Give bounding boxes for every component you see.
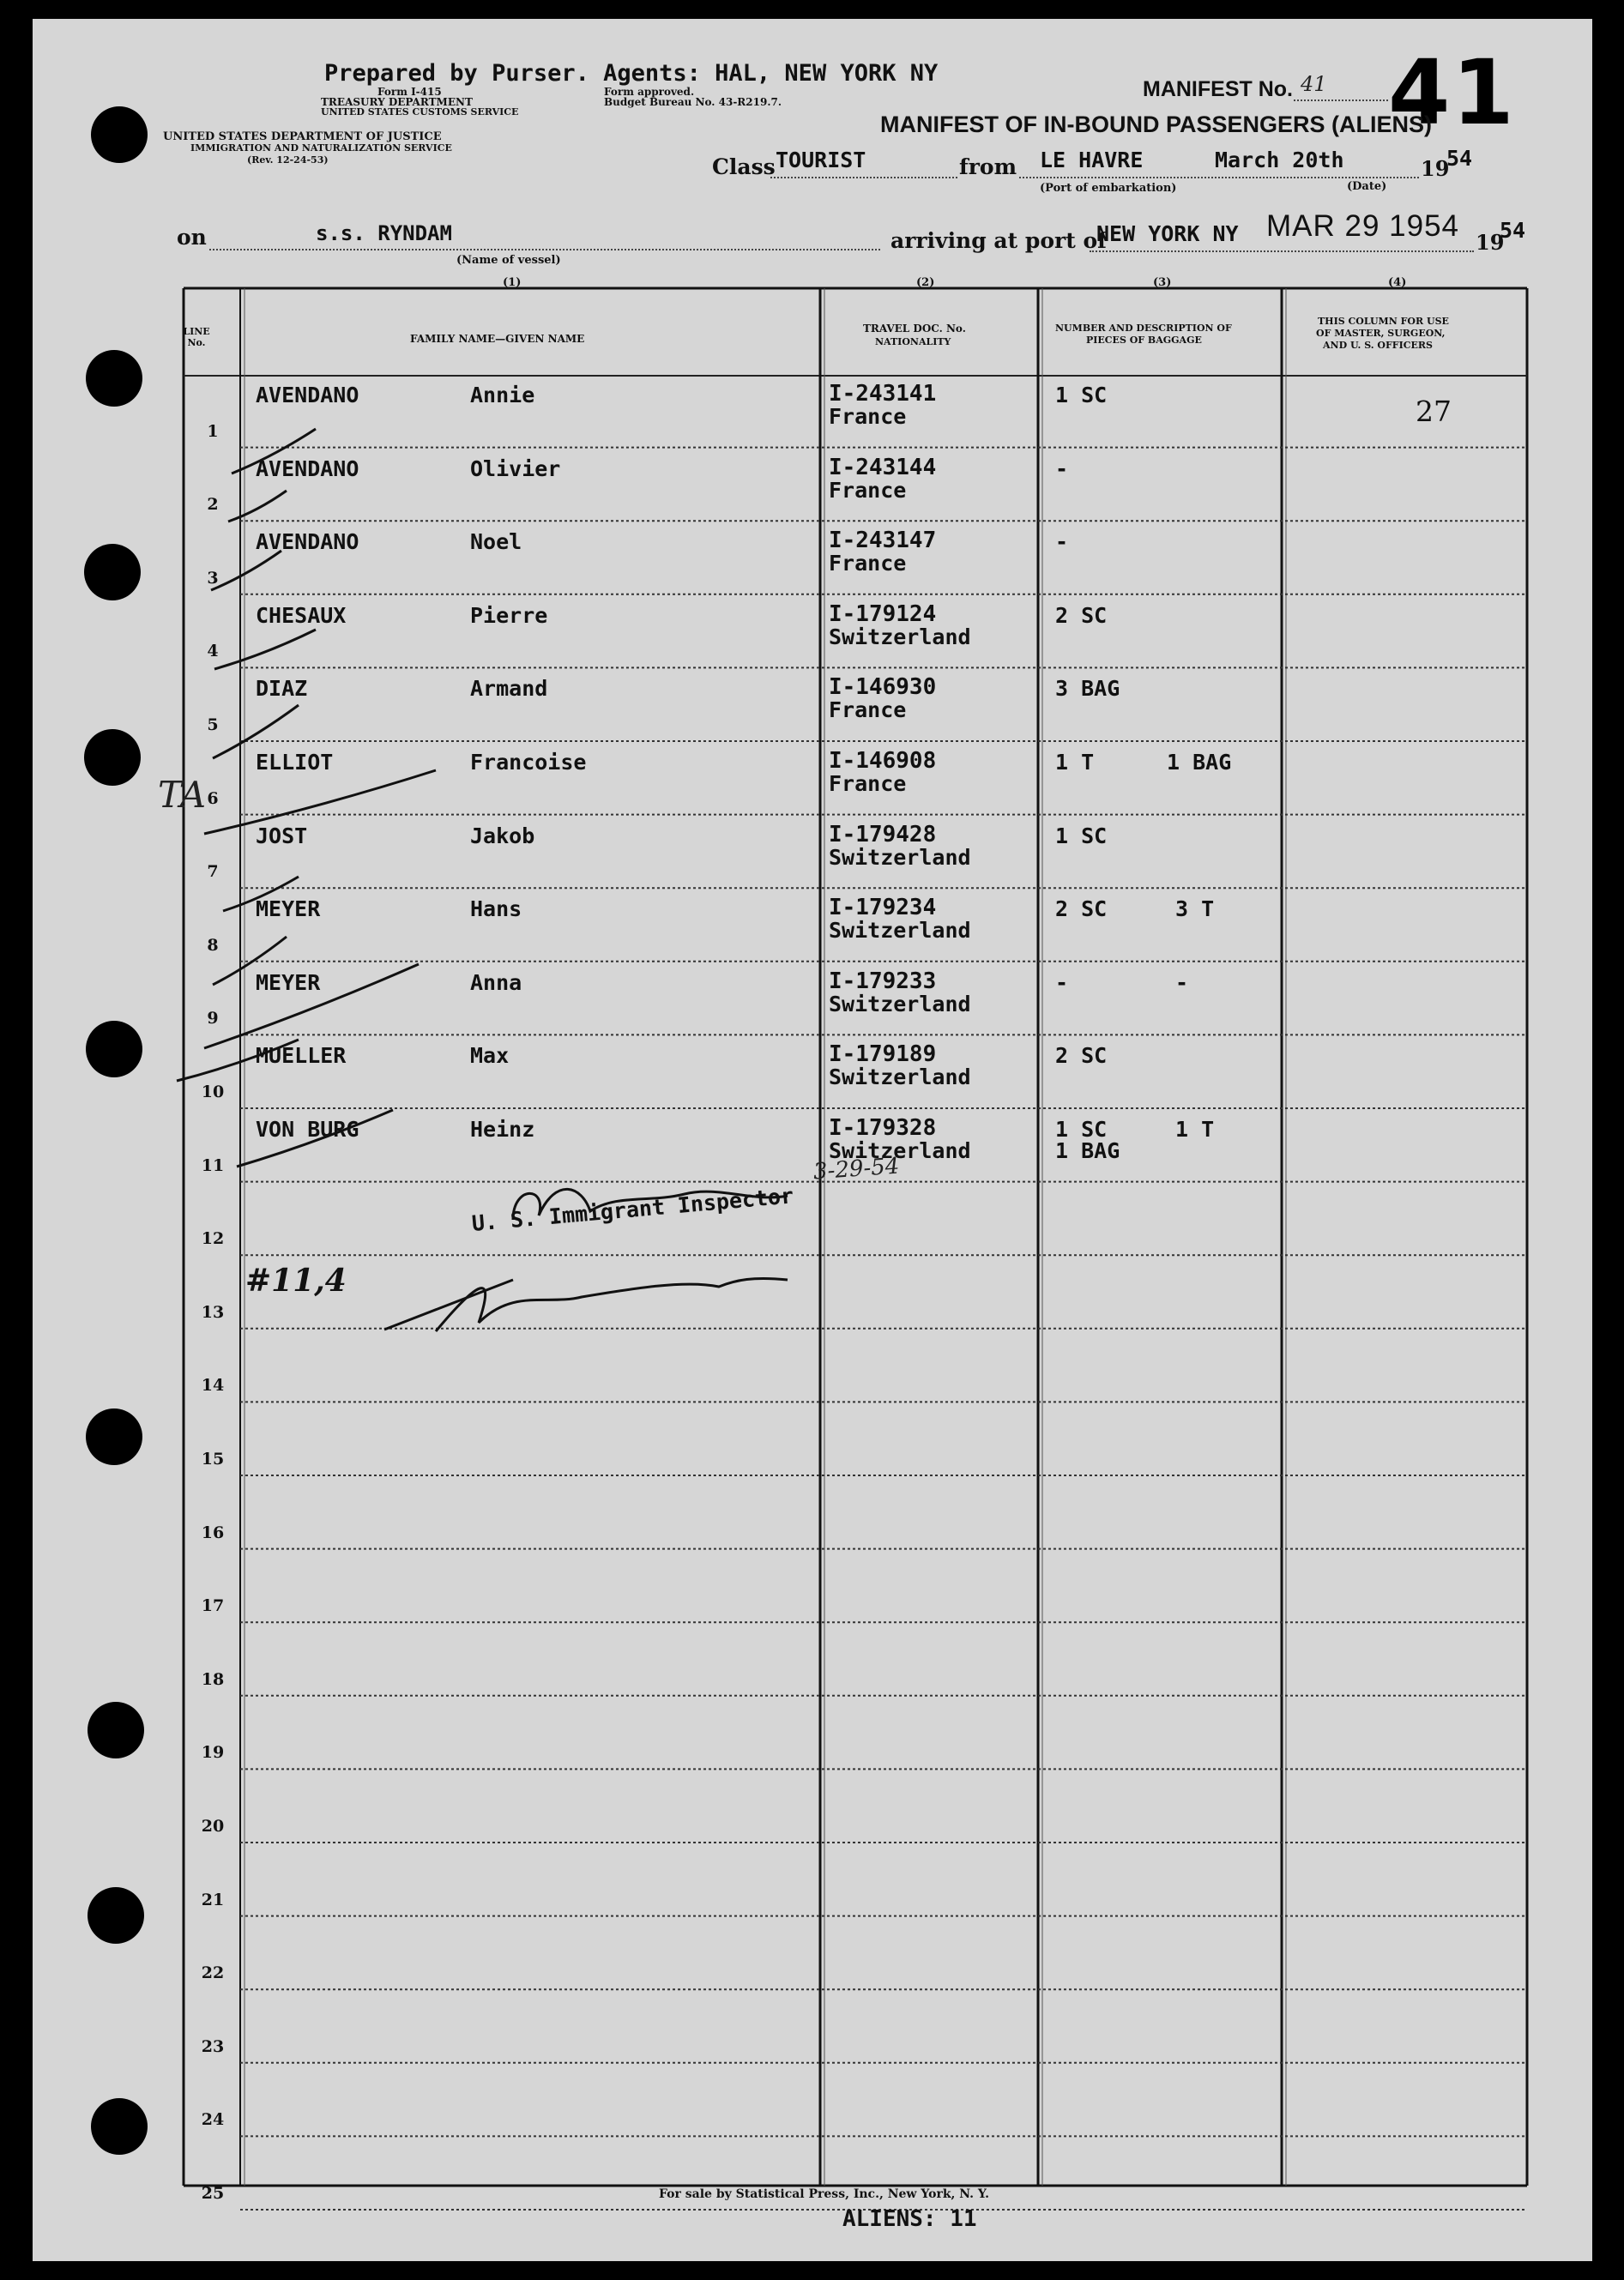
column-number-1: (1) [503, 276, 522, 289]
travel-doc-header: TRAVEL DOC. No. [863, 323, 966, 335]
family-name: JOST [256, 823, 308, 848]
nationality: France [829, 551, 907, 576]
line-number: 19 [201, 1743, 225, 1763]
travel-doc-number: I-243147 [829, 528, 937, 554]
nationality: Switzerland [829, 1065, 971, 1090]
given-name: Noel [470, 529, 522, 555]
baggage-desc: 1 BAG [1055, 1138, 1120, 1163]
baggage-desc: 2 SC [1055, 896, 1108, 922]
given-name: Olivier [470, 455, 561, 481]
nationality: Switzerland [829, 1138, 971, 1163]
baggage-desc: 1 SC [1055, 823, 1108, 848]
travel-doc-number: I-179234 [829, 895, 937, 921]
travel-doc-number: I-179233 [829, 968, 937, 994]
class-label: Class [712, 154, 776, 179]
column-number-2: (2) [916, 276, 935, 289]
given-name: Armand [470, 676, 548, 702]
baggage-desc: 1 SC [1055, 1117, 1108, 1142]
budget-bureau: Budget Bureau No. 43-R219.7. [604, 96, 782, 108]
officers-header-2: OF MASTER, SURGEON, [1316, 328, 1446, 339]
family-name: MEYER [256, 969, 321, 995]
manifest-sheet [33, 19, 1592, 2261]
given-name: Pierre [470, 602, 548, 628]
line-number: 7 [207, 862, 219, 882]
baggage-desc: 2 SC [1055, 602, 1108, 628]
immigrant-inspector-label: U. S. Immigrant Inspector [470, 1183, 795, 1236]
line-number: 22 [201, 1963, 225, 1983]
treasury-department: TREASURY DEPARTMENT [321, 96, 473, 108]
manifest-number-stamp: 41 [1388, 40, 1516, 145]
line-number: 9 [207, 1009, 219, 1028]
nationality: France [829, 697, 907, 723]
name-header: FAMILY NAME—GIVEN NAME [410, 333, 585, 345]
year-prefix-1: 19 [1421, 156, 1450, 181]
nationality: France [829, 477, 907, 503]
family-name: AVENDANO [256, 383, 359, 407]
line-number: 4 [207, 642, 219, 661]
family-name: AVENDANO [256, 529, 359, 555]
vessel-name: s.s. RYNDAM [316, 221, 452, 245]
arrival-port: NEW YORK NY [1096, 221, 1239, 246]
reference-mark: #11,4 [245, 1263, 347, 1299]
family-name: ELLIOT [256, 750, 334, 775]
line-number: 10 [201, 1083, 225, 1101]
port-of-embarkation: LE HAVRE [1040, 148, 1144, 172]
date-caption: (Date) [1347, 180, 1387, 193]
form-number: Form I-415 [377, 86, 442, 98]
officer-note: 27 [1416, 395, 1452, 428]
nationality: Switzerland [829, 844, 971, 870]
line-number: 20 [201, 1817, 225, 1836]
check-mark-stroke [204, 770, 436, 834]
given-name: Annie [470, 383, 535, 407]
aliens-count: ALIENS: 11 [842, 2206, 977, 2232]
line-number: 1 [207, 421, 219, 441]
margin-mark: TA [158, 774, 207, 816]
line-number: 8 [207, 935, 219, 955]
travel-doc-number: I-179328 [829, 1115, 937, 1141]
line-number: 17 [201, 1596, 225, 1616]
officers-header-1: THIS COLUMN FOR USE [1318, 316, 1449, 327]
line-number: 16 [201, 1523, 225, 1542]
check-mark-stroke [228, 491, 287, 522]
from-label: from [959, 154, 1017, 179]
port-caption: (Port of embarkation) [1040, 182, 1177, 195]
officers-header-3: AND U. S. OFFICERS [1323, 340, 1433, 351]
nationality-header: NATIONALITY [875, 336, 951, 347]
line-number: 5 [207, 715, 219, 734]
revision: (Rev. 12-24-53) [247, 154, 329, 166]
year-prefix-2: 19 [1476, 230, 1505, 255]
family-name: DIAZ [256, 676, 308, 702]
on-label: on [177, 225, 207, 250]
department-of-justice: UNITED STATES DEPARTMENT OF JUSTICE [163, 130, 442, 143]
line-number: 25 [201, 2184, 225, 2203]
vessel-caption: (Name of vessel) [456, 254, 561, 267]
manifest-title: MANIFEST OF IN-BOUND PASSENGERS (ALIENS) [880, 112, 1433, 137]
manifest-number-value: 41 [1301, 72, 1327, 96]
baggage-desc: 1 BAG [1167, 750, 1232, 775]
baggage-desc: 1 SC [1055, 383, 1108, 407]
travel-doc-number: I-179428 [829, 821, 937, 847]
travel-doc-number: I-179189 [829, 1041, 937, 1068]
family-name: CHESAUX [256, 602, 347, 628]
line-no-header: LINE No. [183, 326, 210, 348]
inspector-signature-stroke [436, 1278, 788, 1331]
line-number: 3 [207, 568, 219, 588]
given-name: Anna [470, 969, 522, 995]
nationality: France [829, 771, 907, 796]
family-name: MEYER [256, 896, 321, 922]
baggage-desc: 3 T [1175, 896, 1215, 922]
inspector-signature-stroke [384, 1280, 513, 1330]
baggage-desc: - [1175, 969, 1189, 995]
nationality: Switzerland [829, 624, 971, 649]
family-name: VON BURG [256, 1117, 359, 1142]
line-number: 23 [201, 2036, 225, 2056]
line-number: 24 [201, 2110, 225, 2130]
travel-doc-number: I-179124 [829, 600, 937, 627]
baggage-header-2: PIECES OF BAGGAGE [1086, 335, 1202, 346]
manifest-number-label: MANIFEST No. [1143, 77, 1293, 101]
line-number: 18 [201, 1669, 225, 1689]
baggage-desc: - [1055, 969, 1069, 995]
baggage-desc: 1 T [1055, 750, 1095, 775]
given-name: Francoise [470, 750, 587, 775]
travel-doc-number: I-146930 [829, 674, 937, 701]
line-number: 15 [201, 1450, 225, 1469]
given-name: Jakob [470, 823, 535, 848]
nationality: France [829, 404, 907, 429]
line-number: 2 [207, 495, 219, 515]
arrival-date-stamp: MAR 29 1954 [1266, 209, 1460, 243]
baggage-desc: 2 SC [1055, 1043, 1108, 1069]
line-number: 12 [201, 1229, 225, 1249]
nationality: Switzerland [829, 918, 971, 944]
printer-credit: For sale by Statistical Press, Inc., New York, N. Y. [659, 2187, 989, 2201]
year-suffix-1: 54 [1446, 146, 1473, 171]
column-number-4: (4) [1388, 276, 1407, 289]
baggage-desc: 1 T [1175, 1117, 1215, 1142]
ins-label: IMMIGRATION AND NATURALIZATION SERVICE [190, 142, 452, 154]
line-number: 21 [201, 1890, 225, 1909]
given-name: Max [470, 1043, 510, 1069]
family-name: AVENDANO [256, 455, 359, 481]
baggage-desc: - [1055, 529, 1069, 555]
customs-service: UNITED STATES CUSTOMS SERVICE [321, 106, 519, 118]
line-number: 13 [201, 1302, 225, 1322]
class-value: TOURIST [776, 148, 866, 172]
embarkation-date: March 20th [1215, 148, 1344, 172]
arriving-label: arriving at port of [890, 228, 1107, 253]
inspector-signature-date: 3-29-54 [812, 1153, 901, 1185]
line-number: 11 [201, 1155, 225, 1175]
form-approved: Form approved. [604, 86, 695, 98]
prepared-by-line: Prepared by Purser. Agents: HAL, NEW YORK NY [324, 60, 939, 87]
given-name: Heinz [470, 1117, 535, 1142]
line-number: 14 [201, 1376, 225, 1396]
travel-doc-number: I-146908 [829, 748, 937, 774]
given-name: Hans [470, 896, 522, 922]
nationality: Switzerland [829, 991, 971, 1016]
travel-doc-number: I-243141 [829, 381, 937, 407]
baggage-header-1: NUMBER AND DESCRIPTION OF [1055, 323, 1232, 334]
baggage-desc: - [1055, 455, 1069, 481]
baggage-desc: 3 BAG [1055, 676, 1120, 702]
travel-doc-number: I-243144 [829, 454, 937, 480]
year-suffix-2: 54 [1500, 218, 1526, 243]
family-name: MUELLER [256, 1043, 347, 1069]
column-number-3: (3) [1153, 276, 1172, 289]
line-number: 6 [207, 788, 219, 808]
